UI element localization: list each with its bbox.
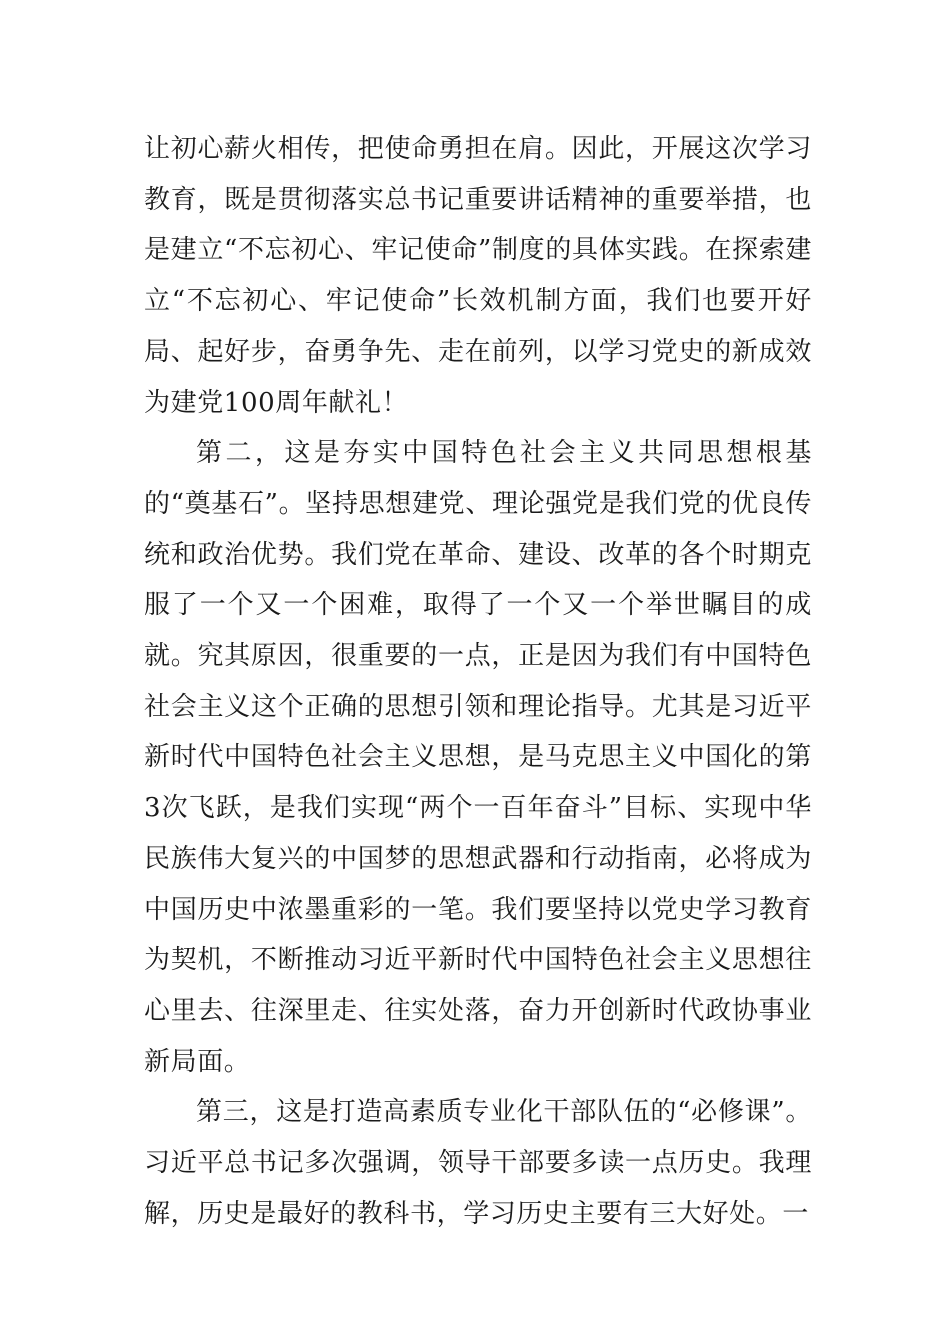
paragraph-second-point: 第二，这是夯实中国特色社会主义共同思想根基的“奠基石”。坚持思想建党、理论强党是我们党的优良传统和政治优势。我们党在革命、建设、改革的各个时期克服了一个又一个困难，取得了一个又一个举世瞩目的成就。究其原因，很重要的一点，正是因为我们有中国特色社会主义这个正确的思想引领和理论指导。尤其是习近平新时代中国特色社会主义思想，是马克思主义中国化的第3次飞跃，是我们实现“两个一百年奋斗”目标、实现中华民族伟大复兴的中国梦的思想武器和行动指南，必将成为中国历史中浓墨重彩的一笔。我们要坚持以党史学习教育为契机，不断推动习近平新时代中国特色社会主义思想往心里去、往深里走、往实处落，奋力开创新时代政协事业新局面。 xyxy=(144,438,812,1077)
paragraph-third-point: 第三，这是打造高素质专业化干部队伍的“必修课”。习近平总书记多次强调，领导干部要多读一点历史。我理解，历史是最好的教科书，学习历史主要有三大好处。一 xyxy=(144,1097,812,1229)
paragraph-continuation: 让初心薪火相传，把使命勇担在肩。因此，开展这次学习教育，既是贯彻落实总书记重要讲话精神的重要举措，也是建立“不忘初心、牢记使命”制度的具体实践。在探索建立“不忘初心、牢记使命”长效机制方面，我们也要开好局、起好步，奋勇争先、走在前列，以学习党史的新成效为建党100周年献礼！ xyxy=(144,134,812,418)
document-body xyxy=(144,124,812,1239)
